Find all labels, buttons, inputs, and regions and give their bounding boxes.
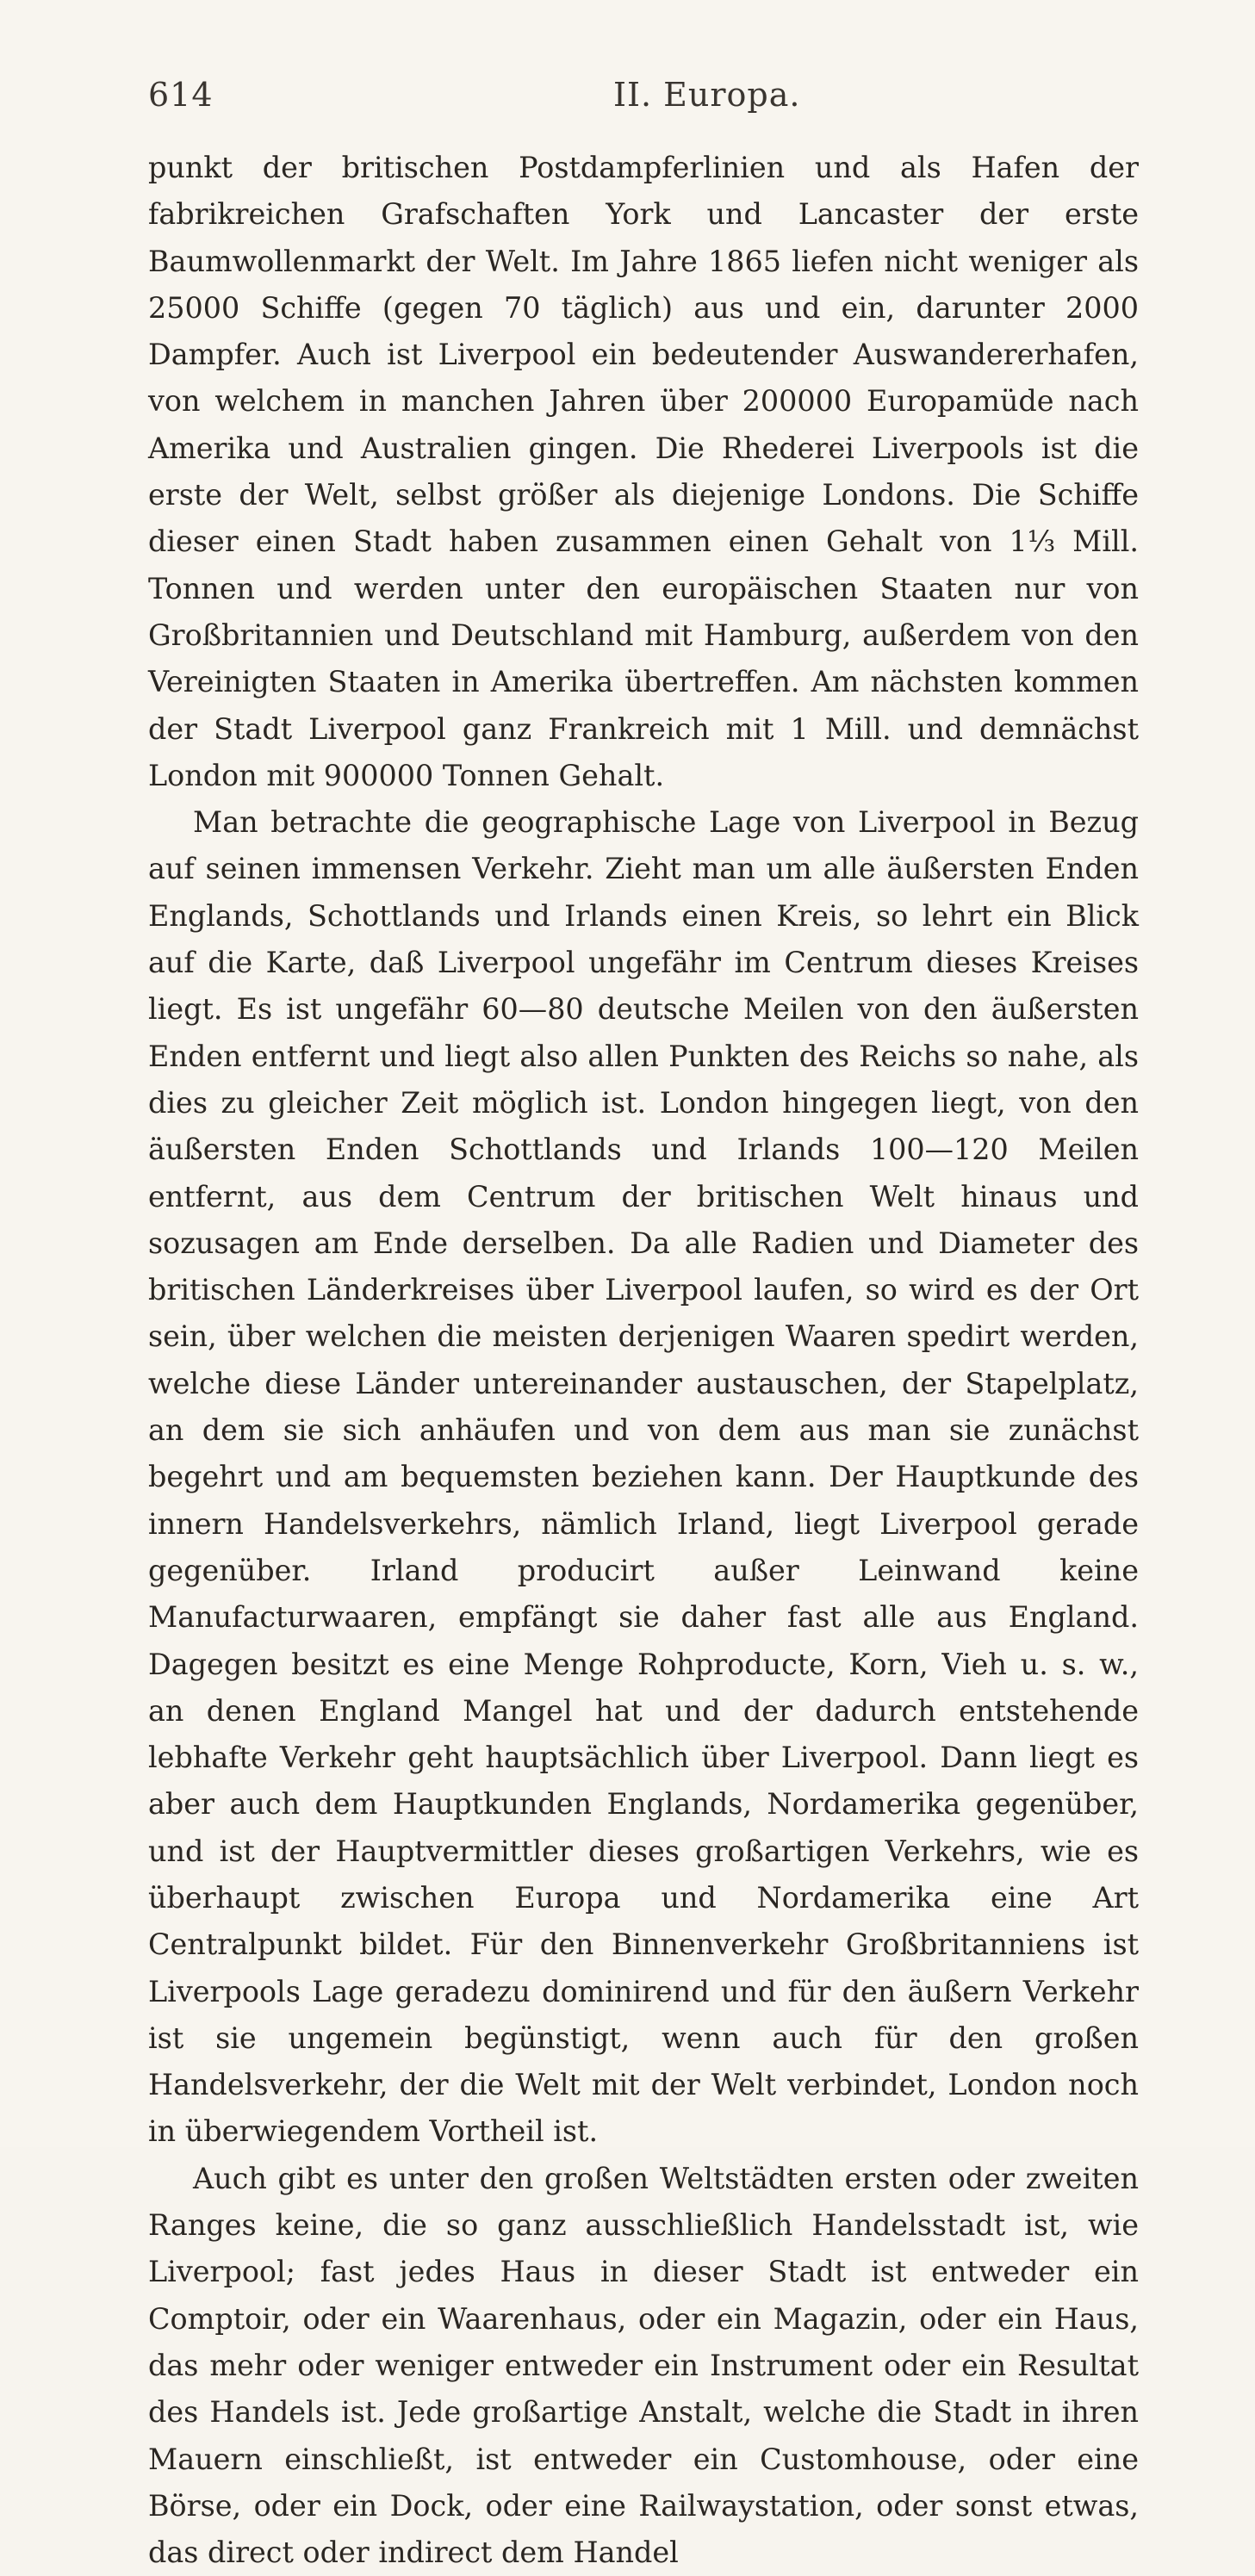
body-text bbox=[148, 145, 1139, 2576]
paragraph-trade-city: Auch gibt es unter den großen Weltstädten ersten oder zweiten Ranges keine, die so ganz ausschließlich Handelsstadt ist, wie Liverpool; fast jedes Haus in dieser Stadt ist entweder ein Comptoir, oder ein Waarenhaus, oder ein Magazin, oder ein Haus, das mehr oder weniger entweder ein Instrument oder ein Resultat des Handels ist. Jede großartige Anstalt, welche die Stadt in ihren Mauern einschließt, ist entweder ein Customhouse, oder eine Börse, oder ein Dock, oder eine Railwaystation, oder sonst etwas, das direct oder indirect dem Handel bbox=[148, 2161, 1139, 2570]
paragraph-continuation: punkt der britischen Postdampferlinien und als Hafen der fabrikreichen Grafschaften York und Lancaster der erste Baumwollenmarkt der Welt. Im Jahre 1865 liefen nicht weniger als 25000 Schiffe (gegen 70 täglich) aus und ein, darunter 2000 Dampfer. Auch ist Liverpool ein bedeutender Auswandererhafen, von welchem in manchen Jahren über 200000 Europamüde nach Amerika und Australien gingen. Die Rhederei Liverpools ist die erste der Welt, selbst größer als diejenige Londons. Die Schiffe dieser einen Stadt haben zusammen einen Gehalt von 1⅓ Mill. Tonnen und werden unter den europäischen Staaten nur von Großbritannien und Deutschland mit Hamburg, außerdem von den Vereinigten Staaten in Amerika übertreffen. Am nächsten kommen der Stadt Liverpool ganz Frankreich mit 1 Mill. und demnächst London mit 900000 Tonnen Gehalt. bbox=[148, 151, 1139, 792]
running-head: II. Europa. bbox=[613, 76, 801, 114]
page-number: 614 bbox=[148, 76, 214, 114]
page-header bbox=[148, 76, 1139, 127]
paragraph-geography: Man betrachte die geographische Lage von Liverpool in Bezug auf seinen immensen Verkehr. Zieht man um alle äußersten Enden Englands, Schottlands und Irlands einen Kreis, so lehrt ein Blick auf die Karte, daß Liverpool ungefähr im Centrum dieses Kreises liegt. Es ist ungefähr 60—80 deutsche Meilen von den äußersten Enden entfernt und liegt also allen Punkten des Reichs so nahe, als dies zu gleicher Zeit möglich ist. London hingegen liegt, von den äußersten Enden Schottlands und Irlands 100—120 Meilen entfernt, aus dem Centrum der britischen Welt hinaus und sozusagen am Ende derselben. Da alle Radien und Diameter des britischen Länderkreises über Liverpool laufen, so wird es der Ort sein, über welchen die meisten derjenigen Waaren spedirt werden, welche diese Länder untereinander austauschen, der Stapelplatz, an dem sie sich anhäufen und von dem aus man sie zunächst begehrt und am bequemsten beziehen kann. Der Hauptkunde des innern Handelsverkehrs, nämlich Irland, liegt Liverpool gerade gegenüber. Irland producirt außer Leinwand keine Manufacturwaaren, empfängt sie daher fast alle aus England. Dagegen besitzt es eine Menge Rohproducte, Korn, Vieh u. s. w., an denen England Mangel hat und der dadurch entstehende lebhafte Verkehr geht hauptsächlich über Liverpool. Dann liegt es aber auch dem Hauptkunden Englands, Nordamerika gegenüber, und ist der Hauptvermittler dieses großartigen Verkehrs, wie es überhaupt zwischen Europa und Nordamerika eine Art Centralpunkt bildet. Für den Binnenverkehr Großbritanniens ist Liverpools Lage geradezu dominirend und für den äußern Verkehr ist sie ungemein begünstigt, wenn auch für den großen Handelsverkehr, der die Welt mit der Welt verbindet, London noch in überwiegendem Vortheil ist. bbox=[148, 805, 1139, 2149]
